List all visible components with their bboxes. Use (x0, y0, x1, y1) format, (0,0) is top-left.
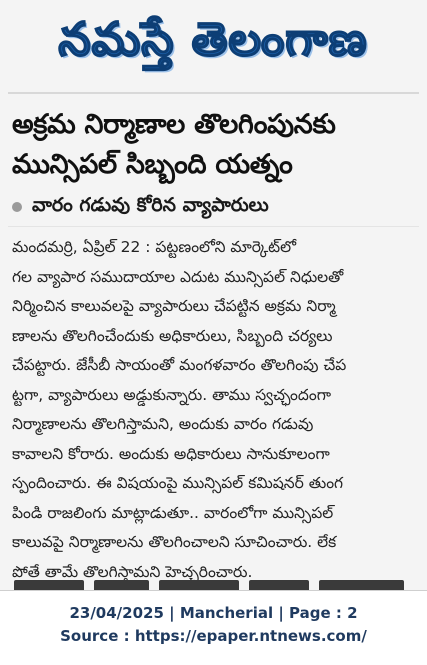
bullet-icon (12, 202, 22, 212)
article-body-line: నిర్మించిన కాలువలపై వ్యాపారులు చేపట్టిన అక్రమ నిర్మా (12, 297, 336, 315)
subhead-divider (8, 226, 419, 227)
article-body-line: పిండి రాజలింగు మాట్లాడుతూ.. వారంలోగా మున్సిపల్ (12, 503, 334, 522)
subheadline (12, 193, 269, 221)
masthead-divider (8, 92, 419, 94)
headline-line-1: అక్రమ నిర్మాణాల తొలగింపునకు (12, 109, 336, 140)
article-body-line: నిర్మాణాలను తొలగిస్తామని, అందుకు వారం గడువు (12, 415, 314, 433)
article-body-line: కావాలని కోరారు. అందుకు అధికారులు సానుకూలంగా (12, 444, 330, 463)
article-body (12, 233, 412, 587)
newspaper-masthead-logo: నమస్తే తెలంగాణ (58, 12, 368, 66)
next-article-cutoff (14, 574, 410, 591)
article-body-line: ణాలను తొలగించేందుకు అధికారులు, సిబ్బంది చర్యలు (12, 326, 333, 345)
footer-date-edition-page: 23/04/2025 | Mancherial | Page : 2 (69, 604, 358, 622)
footer-source-link[interactable]: Source : https://epaper.ntnews.com/ (60, 627, 367, 645)
article-body-line: కాలువపై నిర్మాణాలను తొలగించాలని సూచించారు. లేక (12, 533, 337, 551)
article-body-line: పోతే తామే తొలగిస్తామని హెచ్చరించారు. (12, 562, 253, 581)
subheadline-text: వారం గడువు కోరిన వ్యాపారులు (32, 193, 269, 216)
article-body-line: గల వ్యాపార సముదాయాల ఎదుట మున్సిపల్ నిధులతో (12, 267, 344, 286)
headline-line-2: మున్సిపల్ సిబ్బంది యత్నం (12, 149, 293, 180)
article-body-line: స్పందించారు. ఈ విషయంపై మున్సిపల్ కమిషనర్ తుంగ (12, 474, 344, 492)
article-body-line: చేపట్టారు. జేసీబీ సాయంతో మంగళవారం తొలగింపు చేప (12, 356, 347, 374)
article-body-line: మందమర్రి, ఏప్రిల్ 22 : పట్టణంలోని మార్కెట్‌లో (12, 238, 297, 256)
article-body-line: ట్టగా, వ్యాపారులు అడ్డుకున్నారు. తాము స్వచ్ఛందంగా (12, 385, 331, 404)
